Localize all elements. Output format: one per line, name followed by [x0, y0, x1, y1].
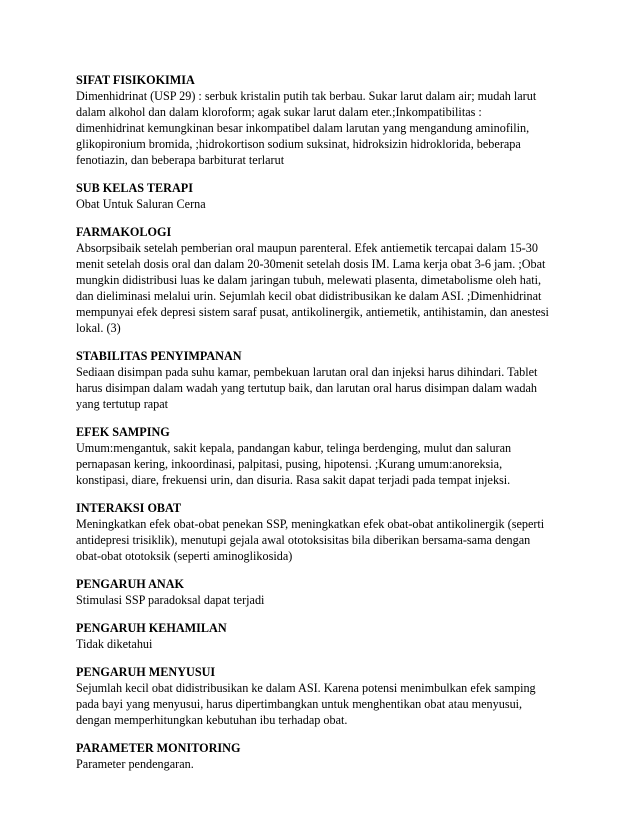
text-line: yang tertutup rapat	[76, 397, 169, 411]
text-line: Parameter pendengaran.	[76, 757, 194, 771]
text-line: fenotiazin, dan beberapa barbiturat terlarut	[76, 153, 285, 167]
text-line: obat-obat ototoksik (seperti aminoglikosida)	[76, 549, 293, 563]
text-line: glikopironium bromida, ;hidrokortison sodium suksinat, hidroksizin hidroklorida, beberapa	[76, 137, 521, 151]
section-pengaruh-anak	[76, 576, 566, 608]
text-line: menit setelah dosis oral dan dalam 20-30menit setelah dosis IM. Lama kerja obat 3-6 jam. ;Obat	[76, 257, 546, 271]
text-line: pernapasan kering, inkoordinasi, palpitasi, pusing, hipotensi. ;Kurang umum:anoreksia,	[76, 457, 503, 471]
text-line: dan dieliminasi melalui urin. Sejumlah kecil obat didistribusikan ke dalam ASI. ;Dimenhidrinat	[76, 289, 542, 303]
text-line: Dimenhidrinat (USP 29) : serbuk kristalin putih tak berbau. Sukar larut dalam air; mudah larut	[76, 89, 537, 103]
text-line: dalam alkohol dan dalam kloroform; agak sukar larut dalam eter.;Inkompatibilitas :	[76, 105, 482, 119]
section-pengaruh-menyusui	[76, 664, 566, 728]
section-sifat-fisikokimia	[76, 72, 566, 168]
text-line: harus disimpan dalam wadah yang tertutup baik, dan larutan oral harus disimpan dalam wadah	[76, 381, 537, 395]
section-pengaruh-kehamilan	[76, 620, 566, 652]
text-line: dimenhidrinat kemungkinan besar inkompatibel dalam larutan yang mengandung aminofilin,	[76, 121, 530, 135]
section-heading: STABILITAS PENYIMPANAN	[76, 349, 242, 363]
text-line: dengan memperhitungkan kebutuhan ibu terhadap obat.	[76, 713, 348, 727]
text-line: Meningkatkan efek obat-obat penekan SSP, meningkatkan efek obat-obat antikolinergik (seperti	[76, 517, 545, 531]
section-farmakologi	[76, 224, 566, 336]
text-line: lokal. (3)	[76, 321, 121, 335]
text-line: mempunyai efek depresi sistem saraf pusat, antikolinergik, antiemetik, antihistamin, dan anestesi	[76, 305, 549, 319]
section-heading: SUB KELAS TERAPI	[76, 181, 193, 195]
section-stabilitas-penyimpanan	[76, 348, 566, 412]
section-sub-kelas-terapi	[76, 180, 566, 212]
text-line: mungkin didistribusi luas ke dalam jaringan tubuh, melewati plasenta, dimetabolisme oleh hati,	[76, 273, 542, 287]
section-interaksi-obat	[76, 500, 566, 564]
section-efek-samping	[76, 424, 566, 488]
section-heading: PARAMETER MONITORING	[76, 741, 241, 755]
text-line: pada bayi yang menyusui, harus dipertimbangkan untuk menghentikan obat atau menyusui,	[76, 697, 523, 711]
text-line: Sediaan disimpan pada suhu kamar, pembekuan larutan oral dan injeksi harus dihindari. Tablet	[76, 365, 538, 379]
text-line: konstipasi, diare, frekuensi urin, dan disuria. Rasa sakit dapat terjadi pada tempat injeksi.	[76, 473, 511, 487]
section-heading: PENGARUH ANAK	[76, 577, 184, 591]
text-line: Obat Untuk Saluran Cerna	[76, 197, 206, 211]
text-line: Umum:mengantuk, sakit kepala, pandangan kabur, telinga berdenging, mulut dan saluran	[76, 441, 512, 455]
section-heading: SIFAT FISIKOKIMIA	[76, 73, 195, 87]
text-line: Sejumlah kecil obat didistribusikan ke dalam ASI. Karena potensi menimbulkan efek samping	[76, 681, 536, 695]
section-heading: PENGARUH KEHAMILAN	[76, 621, 227, 635]
document-page	[76, 72, 566, 784]
section-heading: EFEK SAMPING	[76, 425, 170, 439]
text-line: Stimulasi SSP paradoksal dapat terjadi	[76, 593, 265, 607]
section-heading: INTERAKSI OBAT	[76, 501, 182, 515]
text-line: Tidak diketahui	[76, 637, 153, 651]
text-line: Absorpsibaik setelah pemberian oral maupun parenteral. Efek antiemetik tercapai dalam 15-30	[76, 241, 538, 255]
section-heading: FARMAKOLOGI	[76, 225, 172, 239]
section-heading: PENGARUH MENYUSUI	[76, 665, 216, 679]
text-line: antidepresi trisiklik), menutupi gejala awal ototoksisitas bila diberikan bersama-sama dengan	[76, 533, 531, 547]
section-parameter-monitoring	[76, 740, 566, 772]
